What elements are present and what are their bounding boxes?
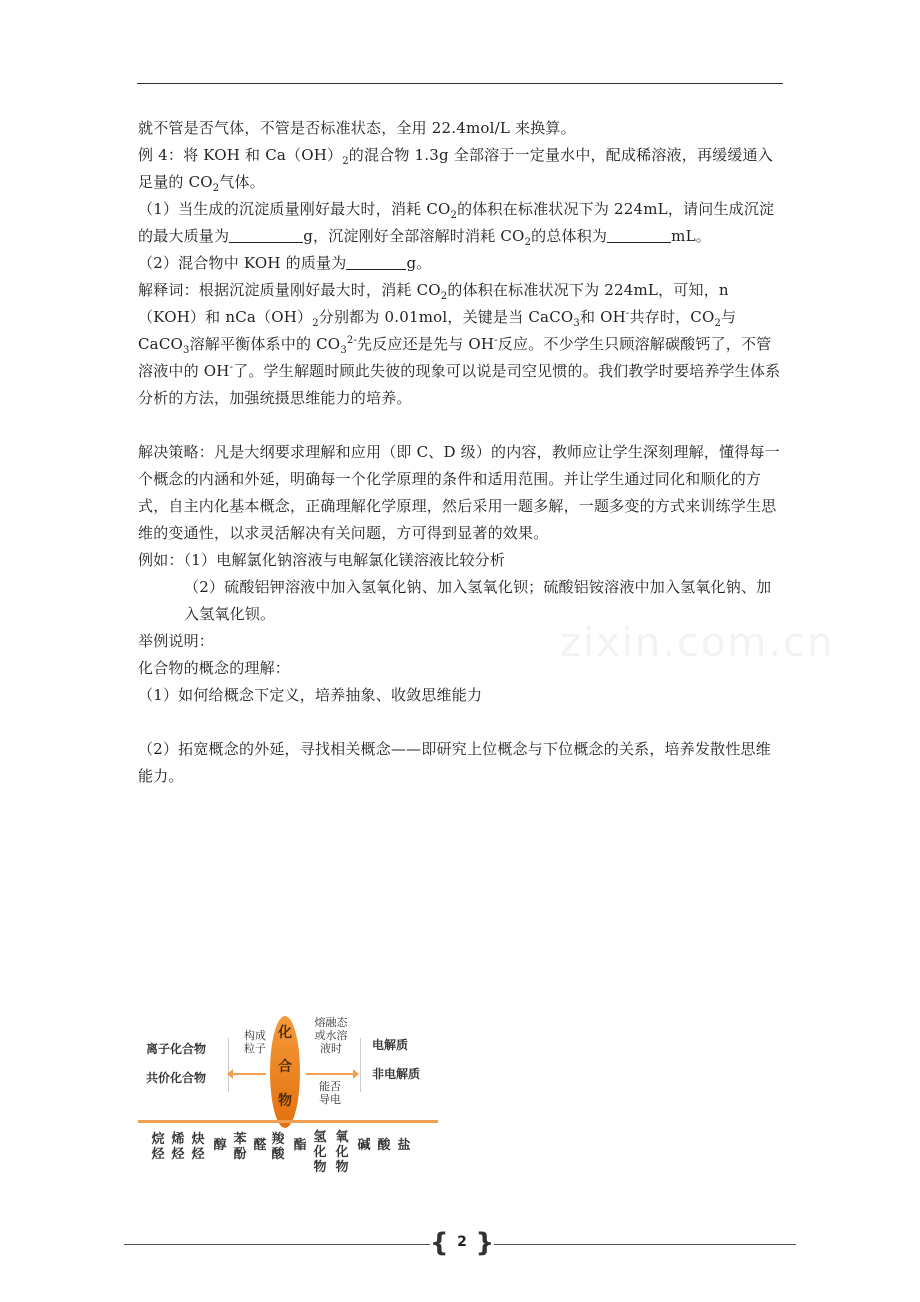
divider (360, 1038, 361, 1092)
diagram-label-ionic: 离子化合物 (146, 1042, 207, 1056)
diagram-label-covalent: 共价化合物 (146, 1071, 207, 1085)
category-item: 酸 (377, 1138, 391, 1153)
category-item: 酯 (293, 1138, 307, 1153)
page-number-box (430, 1230, 494, 1258)
category-item: 盐 (397, 1138, 411, 1153)
diagram-arrow-label-right-bottom: 能否 导电 (319, 1080, 341, 1106)
page-number: 2 (457, 1234, 467, 1250)
center-oval: 化 合 物 (270, 1016, 300, 1128)
paragraph: 化合物的概念的理解： (138, 659, 291, 677)
header-rule (137, 83, 783, 84)
footer-rule-left (124, 1244, 430, 1245)
document-body (138, 115, 786, 790)
example-line-2: （2）硫酸铝钾溶液中加入氢氧化钠、加入氢氧化钡；硫酸铝铵溶液中加入氢氧化钠、加入氢氧化钡。 (184, 578, 772, 623)
footer-rule-right (494, 1244, 796, 1245)
category-item: 醛 (253, 1138, 267, 1153)
list-item: （1）如何给概念下定义，培养抽象、收敛思维能力 (138, 686, 483, 704)
answer-blank (607, 226, 671, 243)
brace-right-icon: } (475, 1228, 494, 1258)
paragraph: 举例说明： (138, 632, 215, 650)
category-item: 羧 酸 (271, 1132, 285, 1162)
category-item: 碱 (357, 1138, 371, 1153)
diagram-label-non-electrolyte: 非电解质 (372, 1067, 421, 1081)
paragraph: 就不管是否气体，不管是否标准状态，全用 22.4mol/L 来换算。 (138, 119, 576, 137)
strategy-paragraph: 解决策略：凡是大纲要求理解和应用（即 C、D 级）的内容，教师应让学生深刻理解，懂得每一个概念的内涵和外延，明确每一个化学原理的条件和适用范围。并让学生通过同化和顺化的方式，自主内化基本概念，正确理解化学原理，然后采用一题多解，一题多变的方式来训练学生思维的变通性，以求灵活解决有关问题，方可得到显著的效果。 (138, 443, 780, 542)
question-2: （2）混合物中 KOH 的质量为 g。 (138, 254, 432, 272)
answer-blank (229, 226, 303, 243)
category-item: 烯 烃 (171, 1132, 185, 1162)
diagram-arrow-label-left: 构成 粒子 (244, 1029, 266, 1055)
divider (228, 1038, 229, 1092)
category-item: 炔 烃 (191, 1132, 205, 1162)
diagram-label-electrolyte: 电解质 (372, 1038, 409, 1052)
category-item: 苯 酚 (233, 1132, 247, 1162)
category-item: 氢 化 物 (313, 1130, 327, 1175)
category-item: 烷 烃 (151, 1132, 165, 1162)
explanation-paragraph: 解释词：根据沉淀质量刚好最大时，消耗 $CO_2$的体积在标准状况下为 224mL，可知，n（KOH）和 $nCa(OH)_2$分别都为 0.01mol，关键是当 CaCO$_3$和 OH-共存时，$CO_2$与 CaCO$_3$溶解平衡体系中的 $CO_3^{2-}$先反应还是先与 OH-反应。不少学生只顾溶解碳酸钙了，不管溶液中的 OH-了。学生解题时顾此失彼的现象可以说是司空见惯的。我们教学时要培养学生体系分析的方法，加强统摄思维能力的培养。 (138, 281, 781, 407)
answer-blank (346, 253, 406, 270)
category-item: 氧 化 物 (335, 1130, 349, 1175)
watermark: zixin.com.cn (560, 620, 835, 666)
diagram-baseline (138, 1120, 438, 1123)
question-1: （1）当生成的沉淀质量刚好最大时，消耗 $CO_2$的体积在标准状况下为 224mL，请问生成沉淀的最大质量为 g，沉淀刚好全部溶解时消耗 $CO_2$的总体积为 mL。 (138, 200, 775, 248)
category-item: 醇 (213, 1138, 227, 1153)
list-item: （2）拓宽概念的外延，寻找相关概念——即研究上位概念与下位概念的关系，培养发散性思维能力。 (138, 740, 771, 785)
compound-concept-diagram (138, 1016, 438, 1182)
diagram-arrow-label-right-top: 熔融态 或水溶 液时 (314, 1016, 348, 1055)
example-4-paragraph: 例 4：将 KOH 和 $Ca(OH)_2$的混合物 1.3g 全部溶于一定量水中，配成稀溶液，再缓缓通入足量的 $CO_2$气体。 (138, 146, 773, 194)
example-line-1: 例如：（1）电解氯化钠溶液与电解氯化镁溶液比较分析 (138, 551, 506, 569)
arrow-right (306, 1073, 354, 1075)
arrow-left (232, 1073, 266, 1075)
brace-left-icon: { (430, 1228, 449, 1258)
